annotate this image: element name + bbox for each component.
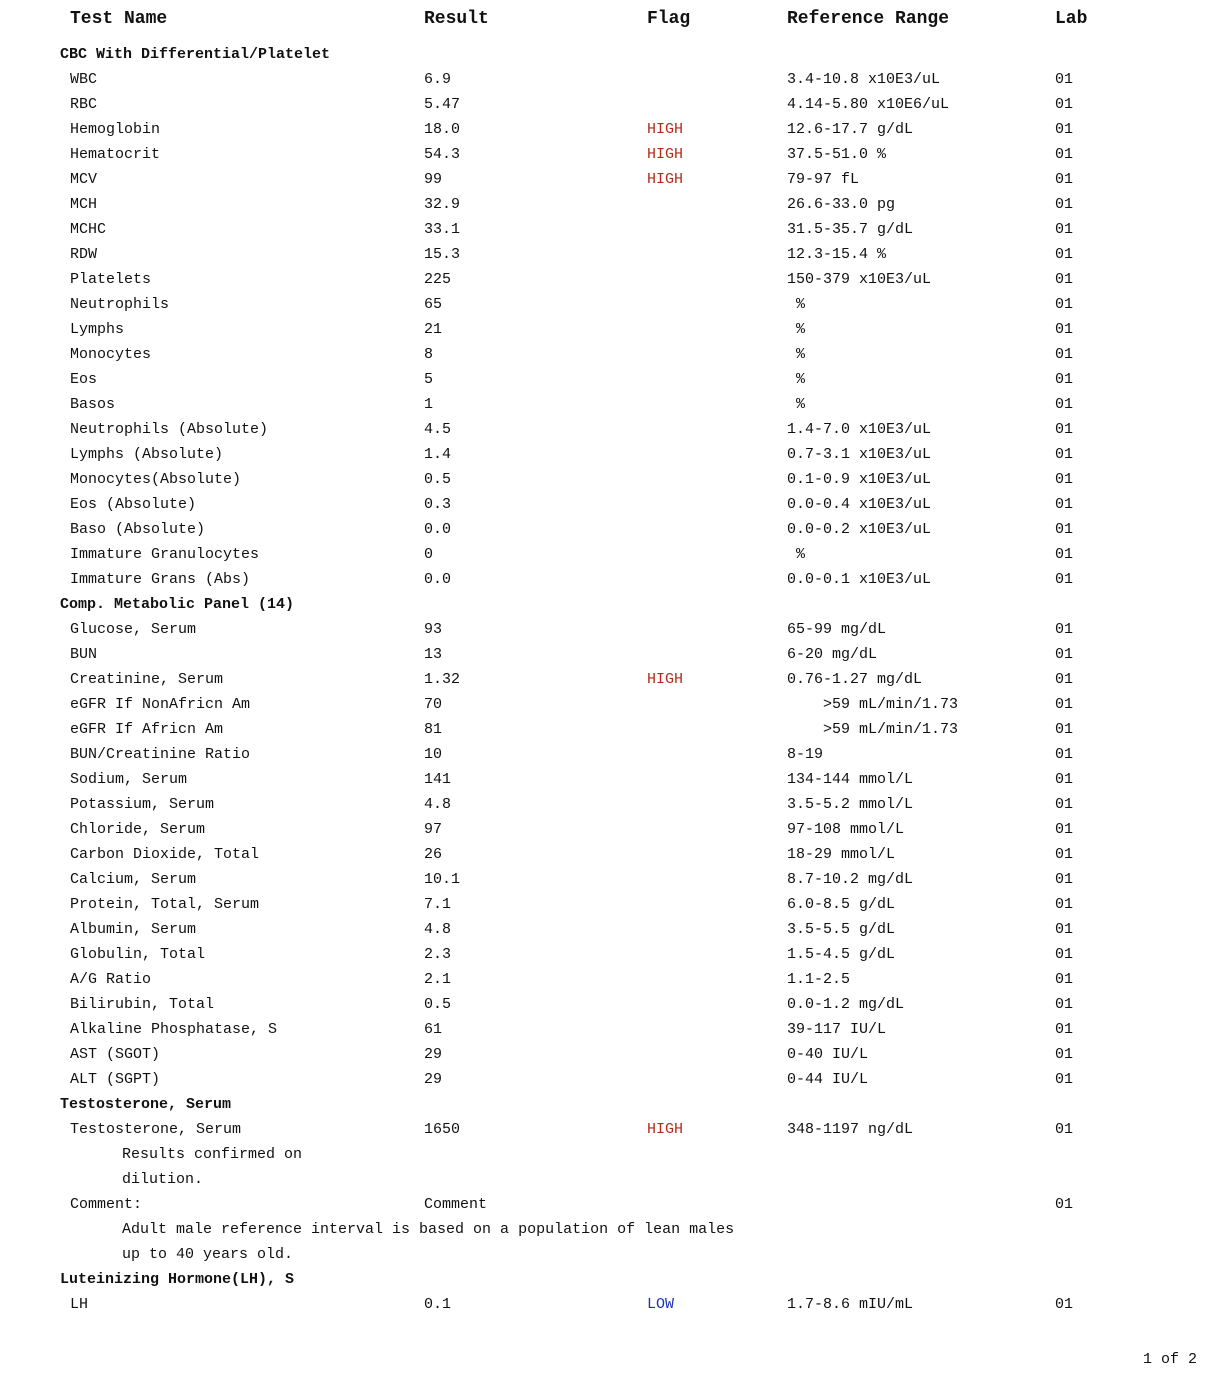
reference-range: 12.6-17.7 g/dL (787, 121, 914, 138)
test-name: Immature Granulocytes (70, 546, 260, 563)
table-row (0, 292, 1226, 317)
test-name: Creatinine, Serum (70, 671, 224, 688)
lab-code: 01 (1055, 96, 1074, 113)
lab-code: 01 (1055, 221, 1074, 238)
result-value: 1.4 (424, 446, 452, 463)
note-row (0, 1167, 1226, 1192)
result-value: 33.1 (424, 221, 461, 238)
lab-code: 01 (1055, 246, 1074, 263)
reference-range: 1.5-4.5 g/dL (787, 946, 896, 963)
table-row (0, 917, 1226, 942)
lab-code: 01 (1055, 1021, 1074, 1038)
lab-code: 01 (1055, 71, 1074, 88)
reference-range: 3.5-5.2 mmol/L (787, 796, 914, 813)
lab-code: 01 (1055, 771, 1074, 788)
result-value: 2.3 (424, 946, 452, 963)
table-row (0, 442, 1226, 467)
result-value: 6.9 (424, 71, 452, 88)
result-flag: HIGH (647, 121, 684, 138)
table-row (0, 617, 1226, 642)
reference-range: 97-108 mmol/L (787, 821, 905, 838)
reference-range: 134-144 mmol/L (787, 771, 914, 788)
test-name: MCV (70, 171, 98, 188)
result-value: 1 (424, 396, 434, 413)
result-value: 0.0 (424, 521, 452, 538)
result-flag: HIGH (647, 146, 684, 163)
test-name: Globulin, Total (70, 946, 206, 963)
lab-code: 01 (1055, 121, 1074, 138)
test-name: AST (SGOT) (70, 1046, 161, 1063)
section-row (0, 1267, 1226, 1292)
table-row (0, 1042, 1226, 1067)
result-value: 2.1 (424, 971, 452, 988)
table-row (0, 467, 1226, 492)
section-row (0, 592, 1226, 617)
table-row (0, 1292, 1226, 1317)
test-name: Chloride, Serum (70, 821, 206, 838)
reference-range: 79-97 fL (787, 171, 860, 188)
result-note: Adult male reference interval is based on a population of lean males (122, 1221, 735, 1238)
result-value: 29 (424, 1071, 443, 1088)
section-title: Luteinizing Hormone(LH), S (60, 1271, 295, 1288)
lab-code: 01 (1055, 996, 1074, 1013)
lab-code: 01 (1055, 871, 1074, 888)
lab-code: 01 (1055, 296, 1074, 313)
result-value: 29 (424, 1046, 443, 1063)
table-row (0, 1067, 1226, 1092)
reference-range: % (787, 396, 806, 413)
reference-range: 6-20 mg/dL (787, 646, 878, 663)
reference-range: 0-40 IU/L (787, 1046, 869, 1063)
section-row (0, 42, 1226, 67)
result-value: 4.8 (424, 921, 452, 938)
reference-range: 0.0-0.1 x10E3/uL (787, 571, 932, 588)
result-value: 15.3 (424, 246, 461, 263)
test-name: eGFR If Africn Am (70, 721, 224, 738)
test-name: RBC (70, 96, 98, 113)
reference-range: % (787, 296, 806, 313)
test-name: Protein, Total, Serum (70, 896, 260, 913)
lab-code: 01 (1055, 1196, 1074, 1213)
result-note: Results confirmed on (122, 1146, 303, 1163)
result-flag: HIGH (647, 1121, 684, 1138)
result-flag: HIGH (647, 171, 684, 188)
lab-code: 01 (1055, 1121, 1074, 1138)
test-name: BUN (70, 646, 98, 663)
table-row (0, 542, 1226, 567)
test-name: Calcium, Serum (70, 871, 197, 888)
lab-code: 01 (1055, 196, 1074, 213)
test-name: Bilirubin, Total (70, 996, 215, 1013)
reference-range: 39-117 IU/L (787, 1021, 887, 1038)
lab-code: 01 (1055, 421, 1074, 438)
note-row (0, 1242, 1226, 1267)
test-name: Alkaline Phosphatase, S (70, 1021, 278, 1038)
reference-range: 150-379 x10E3/uL (787, 271, 932, 288)
header-reference-range: Reference Range (787, 9, 950, 29)
result-value: 0.0 (424, 571, 452, 588)
test-name: LH (70, 1296, 89, 1313)
reference-range: 0.7-3.1 x10E3/uL (787, 446, 932, 463)
reference-range: 1.7-8.6 mIU/mL (787, 1296, 914, 1313)
reference-range: 8-19 (787, 746, 824, 763)
result-value: 7.1 (424, 896, 452, 913)
section-title: CBC With Differential/Platelet (60, 46, 331, 63)
lab-code: 01 (1055, 571, 1074, 588)
lab-code: 01 (1055, 521, 1074, 538)
test-name: Hematocrit (70, 146, 161, 163)
result-flag: HIGH (647, 671, 684, 688)
table-row (0, 517, 1226, 542)
lab-code: 01 (1055, 396, 1074, 413)
test-name: ALT (SGPT) (70, 1071, 161, 1088)
test-name: Neutrophils (Absolute) (70, 421, 269, 438)
reference-range: 0.76-1.27 mg/dL (787, 671, 923, 688)
header-flag: Flag (647, 9, 691, 29)
result-value: 54.3 (424, 146, 461, 163)
section-row (0, 1092, 1226, 1117)
result-value: 0.3 (424, 496, 452, 513)
lab-code: 01 (1055, 971, 1074, 988)
result-value: 0.1 (424, 1296, 452, 1313)
result-value: 81 (424, 721, 443, 738)
reference-range: % (787, 546, 806, 563)
table-row (0, 992, 1226, 1017)
reference-range: >59 mL/min/1.73 (787, 721, 959, 738)
reference-range: 8.7-10.2 mg/dL (787, 871, 914, 888)
test-name: BUN/Creatinine Ratio (70, 746, 251, 763)
table-row (0, 167, 1226, 192)
result-value: 0 (424, 546, 434, 563)
test-name: eGFR If NonAfricn Am (70, 696, 251, 713)
lab-code: 01 (1055, 671, 1074, 688)
test-name: Carbon Dioxide, Total (70, 846, 260, 863)
lab-code: 01 (1055, 496, 1074, 513)
result-value: 0.5 (424, 996, 452, 1013)
result-value: 99 (424, 171, 443, 188)
result-note: dilution. (122, 1171, 204, 1188)
lab-code: 01 (1055, 746, 1074, 763)
table-row (0, 192, 1226, 217)
table-row (0, 242, 1226, 267)
lab-code: 01 (1055, 146, 1074, 163)
reference-range: 26.6-33.0 pg (787, 196, 896, 213)
result-note: up to 40 years old. (122, 1246, 294, 1263)
note-row (0, 1142, 1226, 1167)
test-name: RDW (70, 246, 98, 263)
table-row (0, 942, 1226, 967)
result-value: 18.0 (424, 121, 461, 138)
table-row (0, 267, 1226, 292)
result-value: 225 (424, 271, 452, 288)
result-value: 10 (424, 746, 443, 763)
header-test-name: Test Name (70, 9, 168, 29)
lab-code: 01 (1055, 696, 1074, 713)
reference-range: 1.4-7.0 x10E3/uL (787, 421, 932, 438)
lab-code: 01 (1055, 171, 1074, 188)
lab-code: 01 (1055, 546, 1074, 563)
result-value: 97 (424, 821, 443, 838)
reference-range: 6.0-8.5 g/dL (787, 896, 896, 913)
lab-code: 01 (1055, 921, 1074, 938)
lab-code: 01 (1055, 271, 1074, 288)
section-title: Comp. Metabolic Panel (14) (60, 596, 295, 613)
result-value: 4.5 (424, 421, 452, 438)
reference-range: % (787, 371, 806, 388)
header-lab: Lab (1055, 9, 1088, 29)
reference-range: >59 mL/min/1.73 (787, 696, 959, 713)
reference-range: 0.0-0.4 x10E3/uL (787, 496, 932, 513)
section-title: Testosterone, Serum (60, 1096, 232, 1113)
table-row (0, 417, 1226, 442)
reference-range: 0.0-1.2 mg/dL (787, 996, 905, 1013)
reference-range: 3.5-5.5 g/dL (787, 921, 896, 938)
result-value: 0.5 (424, 471, 452, 488)
result-value: 141 (424, 771, 452, 788)
result-value: 65 (424, 296, 443, 313)
result-value: 70 (424, 696, 443, 713)
result-value: 5 (424, 371, 434, 388)
result-value: 4.8 (424, 796, 452, 813)
table-row (0, 117, 1226, 142)
table-row (0, 217, 1226, 242)
lab-code: 01 (1055, 821, 1074, 838)
table-row (0, 367, 1226, 392)
test-name: Eos (Absolute) (70, 496, 197, 513)
table-row (0, 842, 1226, 867)
reference-range: 31.5-35.7 g/dL (787, 221, 914, 238)
table-row (0, 142, 1226, 167)
lab-code: 01 (1055, 346, 1074, 363)
result-value: 21 (424, 321, 443, 338)
table-row (0, 1192, 1226, 1217)
table-row (0, 867, 1226, 892)
header-result: Result (424, 9, 489, 29)
test-name: Eos (70, 371, 98, 388)
test-name: Neutrophils (70, 296, 170, 313)
lab-code: 01 (1055, 321, 1074, 338)
test-name: A/G Ratio (70, 971, 152, 988)
lab-code: 01 (1055, 1046, 1074, 1063)
test-name: Lymphs (Absolute) (70, 446, 224, 463)
test-name: MCH (70, 196, 98, 213)
table-row (0, 892, 1226, 917)
table-row (0, 667, 1226, 692)
results-table (0, 42, 1226, 1317)
test-name: Basos (70, 396, 116, 413)
lab-code: 01 (1055, 896, 1074, 913)
table-row (0, 717, 1226, 742)
result-value: Comment (424, 1196, 488, 1213)
lab-code: 01 (1055, 721, 1074, 738)
table-row (0, 742, 1226, 767)
lab-code: 01 (1055, 371, 1074, 388)
table-row (0, 492, 1226, 517)
result-flag: LOW (647, 1296, 675, 1313)
reference-range: 0.1-0.9 x10E3/uL (787, 471, 932, 488)
reference-range: 3.4-10.8 x10E3/uL (787, 71, 941, 88)
lab-code: 01 (1055, 446, 1074, 463)
lab-code: 01 (1055, 621, 1074, 638)
table-row (0, 792, 1226, 817)
test-name: Albumin, Serum (70, 921, 197, 938)
result-value: 32.9 (424, 196, 461, 213)
test-name: Glucose, Serum (70, 621, 197, 638)
page-number: 1 of 2 (1143, 1351, 1198, 1368)
result-value: 8 (424, 346, 434, 363)
table-row (0, 392, 1226, 417)
reference-range: 37.5-51.0 % (787, 146, 887, 163)
lab-code: 01 (1055, 946, 1074, 963)
reference-range: 0-44 IU/L (787, 1071, 869, 1088)
table-row (0, 817, 1226, 842)
result-value: 13 (424, 646, 443, 663)
table-row (0, 317, 1226, 342)
table-row (0, 342, 1226, 367)
test-name: Monocytes (70, 346, 152, 363)
test-name: WBC (70, 71, 98, 88)
lab-code: 01 (1055, 471, 1074, 488)
test-name: Baso (Absolute) (70, 521, 206, 538)
table-header (0, 6, 1226, 32)
reference-range: % (787, 321, 806, 338)
result-value: 93 (424, 621, 443, 638)
lab-code: 01 (1055, 1296, 1074, 1313)
reference-range: 348-1197 ng/dL (787, 1121, 914, 1138)
table-row (0, 967, 1226, 992)
reference-range: 12.3-15.4 % (787, 246, 887, 263)
reference-range: 1.1-2.5 (787, 971, 851, 988)
table-row (0, 92, 1226, 117)
test-name: Sodium, Serum (70, 771, 188, 788)
table-row (0, 67, 1226, 92)
lab-code: 01 (1055, 846, 1074, 863)
reference-range: % (787, 346, 806, 363)
result-value: 26 (424, 846, 443, 863)
test-name: Comment: (70, 1196, 143, 1213)
table-row (0, 767, 1226, 792)
result-value: 10.1 (424, 871, 461, 888)
test-name: Monocytes(Absolute) (70, 471, 242, 488)
reference-range: 4.14-5.80 x10E6/uL (787, 96, 950, 113)
reference-range: 65-99 mg/dL (787, 621, 887, 638)
table-row (0, 642, 1226, 667)
lab-code: 01 (1055, 646, 1074, 663)
test-name: Immature Grans (Abs) (70, 571, 251, 588)
result-value: 61 (424, 1021, 443, 1038)
test-name: MCHC (70, 221, 107, 238)
table-row (0, 692, 1226, 717)
test-name: Hemoglobin (70, 121, 161, 138)
result-value: 1.32 (424, 671, 461, 688)
result-value: 5.47 (424, 96, 461, 113)
reference-range: 0.0-0.2 x10E3/uL (787, 521, 932, 538)
table-row (0, 1017, 1226, 1042)
table-row (0, 567, 1226, 592)
reference-range: 18-29 mmol/L (787, 846, 896, 863)
test-name: Potassium, Serum (70, 796, 215, 813)
test-name: Platelets (70, 271, 152, 288)
result-value: 1650 (424, 1121, 461, 1138)
lab-code: 01 (1055, 1071, 1074, 1088)
lab-code: 01 (1055, 796, 1074, 813)
test-name: Lymphs (70, 321, 125, 338)
table-row (0, 1117, 1226, 1142)
test-name: Testosterone, Serum (70, 1121, 242, 1138)
note-row (0, 1217, 1226, 1242)
